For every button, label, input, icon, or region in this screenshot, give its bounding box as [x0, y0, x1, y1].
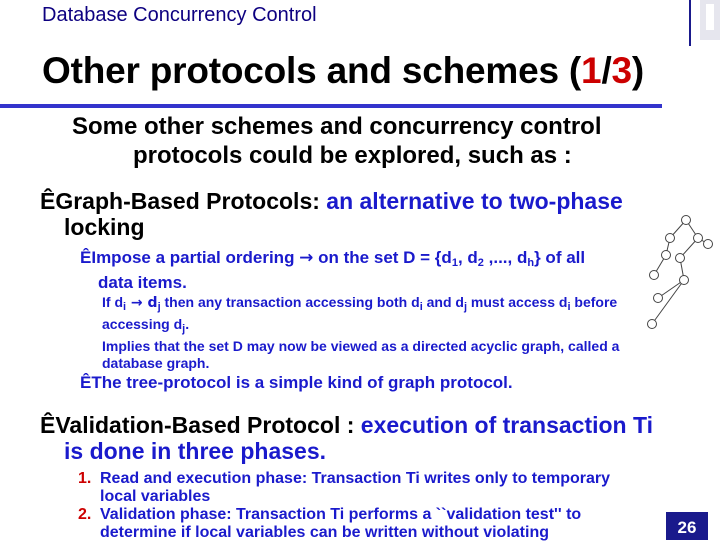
intro-line-1: Some other schemes and concurrency control — [72, 113, 602, 140]
header-divider — [689, 0, 691, 46]
graph-node — [682, 216, 691, 225]
intro-line-2: protocols could be explored, such as : — [133, 142, 572, 169]
slide-title: Other protocols and schemes (1/3) — [42, 50, 645, 91]
header-title: Database Concurrency Control — [42, 4, 317, 26]
bullet-graph-based: ÊGraph-Based Protocols: an alternative to two-phase locking — [40, 188, 623, 240]
page-number: 26 — [666, 512, 708, 540]
graph-node — [676, 254, 685, 263]
detail-text: If $d_i \to d_j$ then any transaction accessing both $d_i$ and $d_j$ must access $d_i$ before accessing $d_j$. Implies that the set D may now be viewed as a directed acyclic graph, called a database graph. — [102, 294, 620, 371]
numbered-item-2: 2. Validation phase: Transaction Ti performs a ``validation test'' to — [78, 506, 582, 523]
bullet-marker: Ê — [40, 188, 56, 214]
graph-node — [650, 271, 659, 280]
graph-node — [662, 251, 671, 260]
sub-bullet-tree-protocol: ÊThe tree-protocol is a simple kind of graph protocol. — [80, 373, 513, 392]
graph-node — [704, 240, 713, 249]
graph-node — [680, 276, 689, 285]
numbered-list: 1. Read and execution phase: Transaction Ti writes only to temporary local variables 2. Validation phase: Transaction Ti performs a ``validation test'' to determine if local variables can be written without violating — [78, 470, 718, 542]
corner-decoration — [700, 0, 720, 40]
numbered-item-1: 1. Read and execution phase: Transaction Ti writes only to temporary — [78, 470, 611, 487]
graph-node — [654, 294, 663, 303]
database-graph-figure — [636, 210, 720, 340]
graph-node — [648, 320, 657, 329]
bullet-validation-based: ÊValidation-Based Protocol : execution of transaction Ti is done in three phases. — [40, 412, 654, 464]
sub-bullet-partial-ordering: ÊImpose a partial ordering → on the set D = {d1, d2 ,..., dh} of all data items. — [80, 248, 586, 292]
graph-node — [694, 234, 703, 243]
graph-node — [666, 234, 675, 243]
title-underline — [0, 104, 662, 108]
